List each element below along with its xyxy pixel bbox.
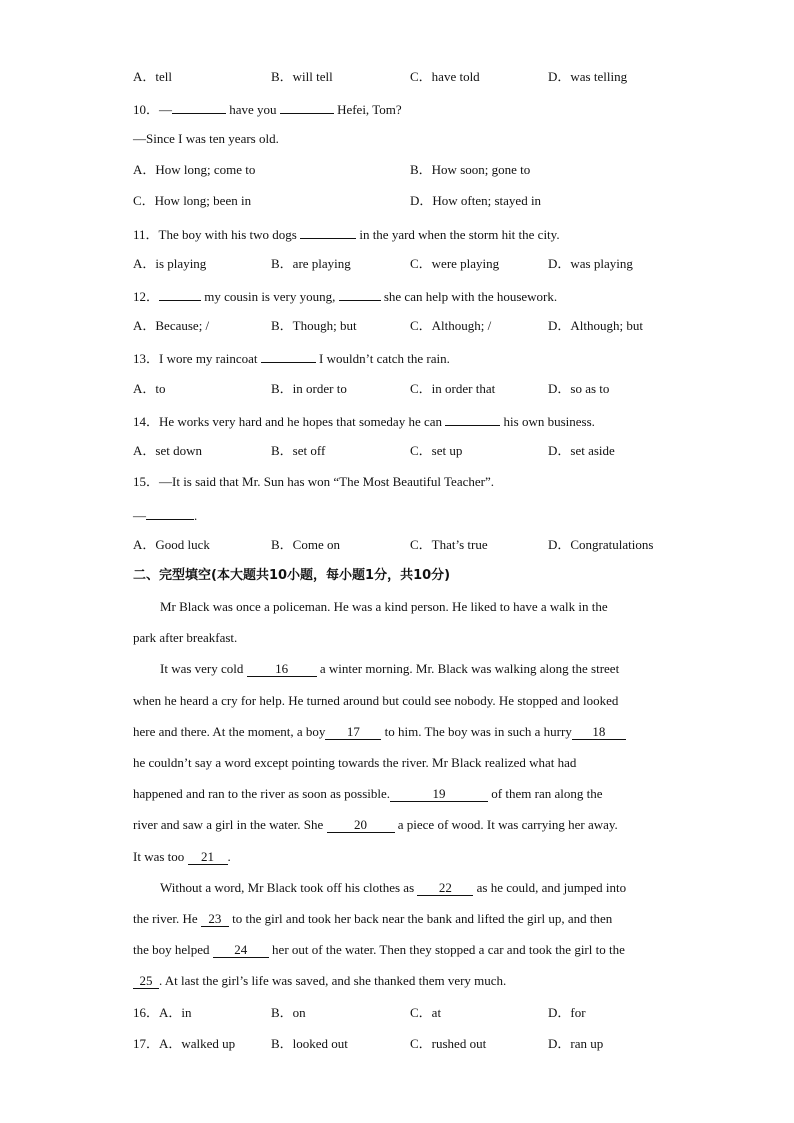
passage-line (133, 724, 626, 740)
passage-line (160, 880, 626, 896)
q12-option-c: C．Although; / (410, 318, 492, 333)
q15-dash: — (133, 508, 146, 523)
q12-option-b: B．Though; but (271, 318, 357, 333)
passage-text: the river. He (133, 911, 201, 926)
q15-period: . (194, 508, 198, 523)
q10-text: have you (226, 102, 280, 117)
q14-stem (133, 412, 595, 430)
blank (445, 412, 500, 426)
q14-option-b: B．set off (271, 443, 326, 458)
q12-number: 12． (133, 289, 160, 304)
q15-option-b: B．Come on (271, 537, 340, 552)
blank-22: 22 (417, 881, 473, 896)
q9-option-c: C．have told (410, 69, 480, 84)
q13-option-c: C．in order that (410, 381, 496, 396)
q10-answer: —Since I was ten years old. (133, 131, 279, 146)
q15-option-c: C．That’s true (410, 537, 488, 552)
passage-text: here and there. At the moment, a boy (133, 724, 326, 739)
blank-21: 21 (188, 850, 228, 865)
q13-option-b: B．in order to (271, 381, 347, 396)
blank (300, 225, 356, 239)
q10-option-a: A．How long; come to (133, 162, 256, 177)
q9-option-d: D．was telling (548, 69, 628, 84)
q17-option-d: D．ran up (548, 1036, 604, 1051)
passage-text: as he could, and jumped into (473, 880, 627, 895)
q13-option-a: A．to (133, 381, 166, 396)
q17-option-c: C．rushed out (410, 1036, 487, 1051)
passage-line: park after breakfast. (133, 630, 238, 645)
q12-stem (133, 287, 557, 305)
q11-option-a: A．is playing (133, 256, 207, 271)
q13-text: 13．I wore my raincoat (133, 351, 261, 366)
passage-line (133, 849, 231, 865)
q10-stem (133, 100, 402, 118)
q13-option-d: D．so as to (548, 381, 610, 396)
q11-text: in the yard when the storm hit the city. (356, 227, 560, 242)
blank (339, 287, 381, 301)
q11-option-c: C．were playing (410, 256, 500, 271)
blank-23: 23 (201, 912, 229, 927)
blank (261, 349, 316, 363)
passage-line: Mr Black was once a policeman. He was a kind person. He liked to have a walk in the (160, 599, 608, 614)
q12-text: my cousin is very young, (201, 289, 339, 304)
q14-option-c: C．set up (410, 443, 463, 458)
q14-text: 14．He works very hard and he hopes that someday he can (133, 414, 446, 429)
blank (280, 100, 334, 114)
q12-option-d: D．Although; but (548, 318, 643, 333)
q11-option-b: B．are playing (271, 256, 351, 271)
passage-line (133, 911, 612, 927)
q14-text: his own business. (500, 414, 595, 429)
q10-option-c: C．How long; been in (133, 193, 252, 208)
q10-number: 10．— (133, 102, 173, 117)
passage-text: the boy helped (133, 942, 213, 957)
blank-17: 17 (325, 725, 381, 740)
q16-option-d: D．for (548, 1005, 586, 1020)
q13-text: I wouldn’t catch the rain. (315, 351, 450, 366)
blank-20: 20 (327, 818, 395, 833)
q11-text: 11．The boy with his two dogs (133, 227, 301, 242)
passage-text: Without a word, Mr Black took off his clothes as (160, 880, 418, 895)
blank (159, 287, 201, 301)
q16-option-b: B．on (271, 1005, 306, 1020)
passage-text: a winter morning. Mr. Black was walking along the street (316, 661, 620, 676)
passage-line (133, 942, 625, 958)
q9-option-b: B．will tell (271, 69, 333, 84)
blank-19: 19 (390, 787, 488, 802)
blank-16: 16 (247, 662, 317, 677)
blank (172, 100, 226, 114)
q9-option-a: A．tell (133, 69, 172, 84)
passage-text: a piece of wood. It was carrying her away. (394, 817, 618, 832)
passage-line (160, 661, 619, 677)
q16-option-a: 16．A．in (133, 1005, 192, 1020)
q15-option-d: D．Congratulations (548, 537, 654, 552)
q13-stem (133, 349, 450, 367)
passage-line (133, 786, 602, 802)
q15-stem: 15．—It is said that Mr. Sun has won “The Most Beautiful Teacher”. (133, 474, 494, 489)
passage-text: river and saw a girl in the water. She (133, 817, 327, 832)
passage-line (133, 973, 506, 989)
passage-text: . At last the girl’s life was saved, and she thanked them very much. (159, 973, 507, 988)
passage-text: It was too (133, 849, 188, 864)
q10-text: Hefei, Tom? (333, 102, 402, 117)
q12-option-a: A．Because; / (133, 318, 210, 333)
passage-text: It was very cold (160, 661, 247, 676)
passage-text: happened and ran to the river as soon as possible. (133, 786, 391, 801)
passage-line (133, 817, 618, 833)
q11-option-d: D．was playing (548, 256, 633, 271)
q14-option-a: A．set down (133, 443, 202, 458)
q17-option-a: 17．A．walked up (133, 1036, 236, 1051)
section-heading: 二、完型填空(本大题共10小题，每小题1分，共10分) (133, 568, 451, 583)
q10-option-b: B．How soon; gone to (410, 162, 531, 177)
passage-line: when he heard a cry for help. He turned around but could see nobody. He stopped and looked (133, 693, 619, 708)
passage-text: to the girl and took her back near the bank and lifted the girl up, and then (228, 911, 613, 926)
passage-text: her out of the water. Then they stopped a car and took the girl to the (268, 942, 625, 957)
q15-answer (133, 506, 197, 524)
passage-text: of them ran along the (488, 786, 603, 801)
blank-24: 24 (213, 943, 269, 958)
q16-option-c: C．at (410, 1005, 442, 1020)
blank-18: 18 (572, 725, 626, 740)
passage-text: . (227, 849, 231, 864)
blank-25: 25 (133, 974, 159, 989)
q10-option-d: D．How often; stayed in (410, 193, 542, 208)
blank (146, 506, 194, 520)
q17-option-b: B．looked out (271, 1036, 348, 1051)
q11-stem (133, 225, 560, 243)
q12-text: she can help with the housework. (380, 289, 558, 304)
passage-line: he couldn’t say a word except pointing towards the river. Mr Black realized what had (133, 755, 577, 770)
passage-text: to him. The boy was in such a hurry (381, 724, 572, 739)
q15-option-a: A．Good luck (133, 537, 210, 552)
q14-option-d: D．set aside (548, 443, 615, 458)
